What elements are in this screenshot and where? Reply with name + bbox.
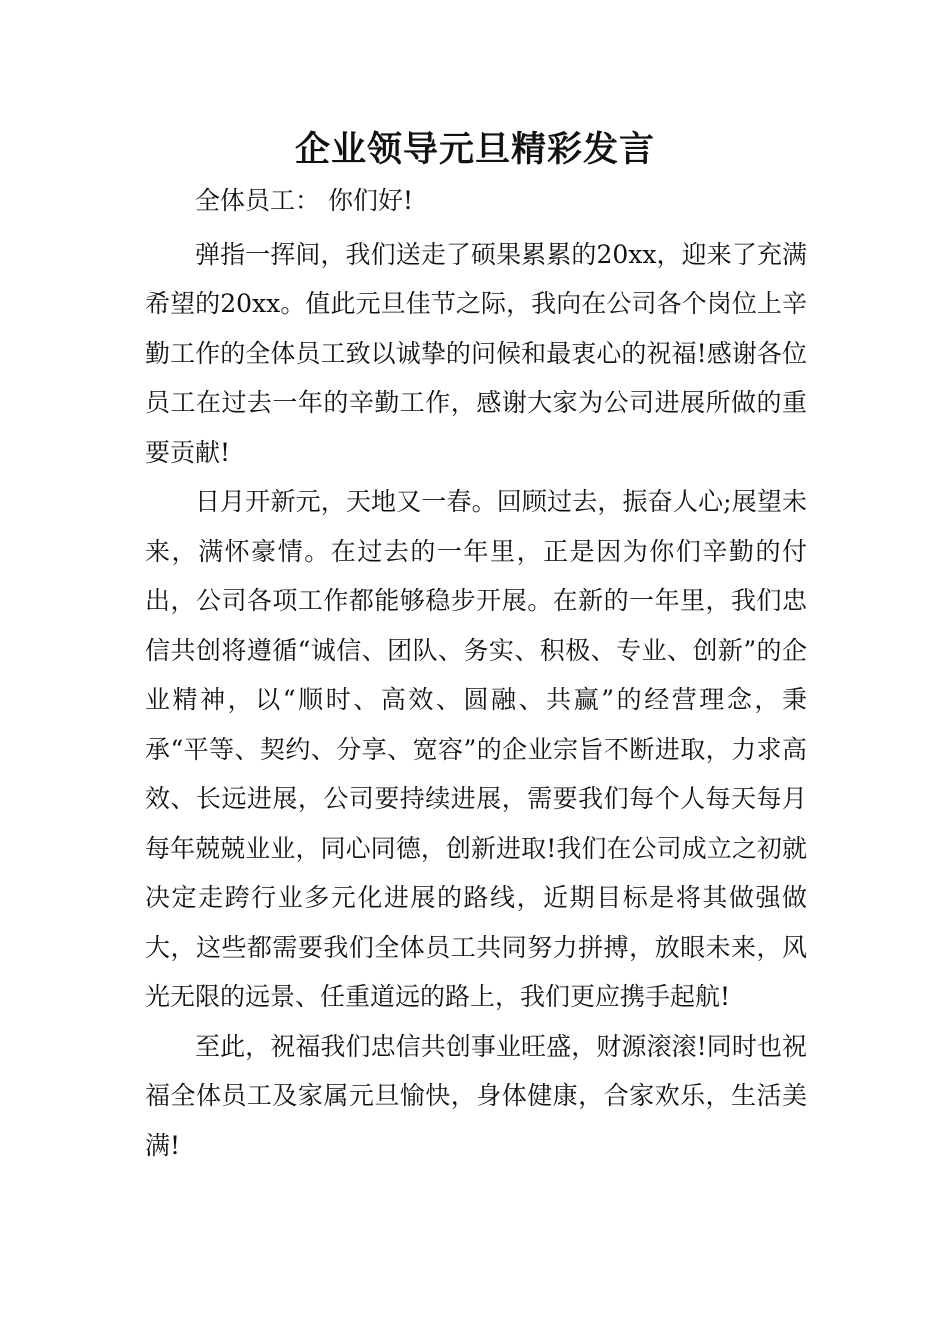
paragraph-2: 日月开新元，天地又一春。回顾过去，振奋人心;展望未来，满怀豪情。在过去的一年里，正是因为你们辛勤的付出，公司各项工作都能够稳步开展。在新的一年里，我们忠信共创将遵循“诚信、团队、务实、积极、专业、创新”的企业精神，以“顺时、高效、圆融、共赢”的经营理念，秉承“平等、契约、分享、宽容”的企业宗旨不断进取，力求高效、长远进展，公司要持续进展，需要我们每个人每天每月每年兢兢业业，同心同德，创新进取!我们在公司成立之初就决定走跨行业多元化进展的路线，近期目标是将其做强做大，这些都需要我们全体员工共同努力拼搏，放眼未来，风光无限的远景、任重道远的路上，我们更应携手起航! — [145, 487, 807, 1011]
document-title: 企业领导元旦精彩发言 — [294, 130, 655, 170]
greeting-line: 全体员工： 你们好! — [195, 186, 413, 215]
paragraph-3: 至此，祝福我们忠信共创事业旺盛，财源滚滚!同时也祝福全体员工及家属元旦愉快，身体健康，合家欢乐，生活美满! — [145, 1031, 807, 1160]
paragraph-1: 弹指一挥间，我们送走了硕果累累的20xx，迎来了充满希望的20xx。值此元旦佳节之际，我向在公司各个岗位上辛勤工作的全体员工致以诚挚的问候和最衷心的祝福!感谢各位员工在过去一年的辛勤工作，感谢大家为公司进展所做的重要贡献! — [145, 239, 807, 467]
document-body — [145, 176, 807, 1170]
